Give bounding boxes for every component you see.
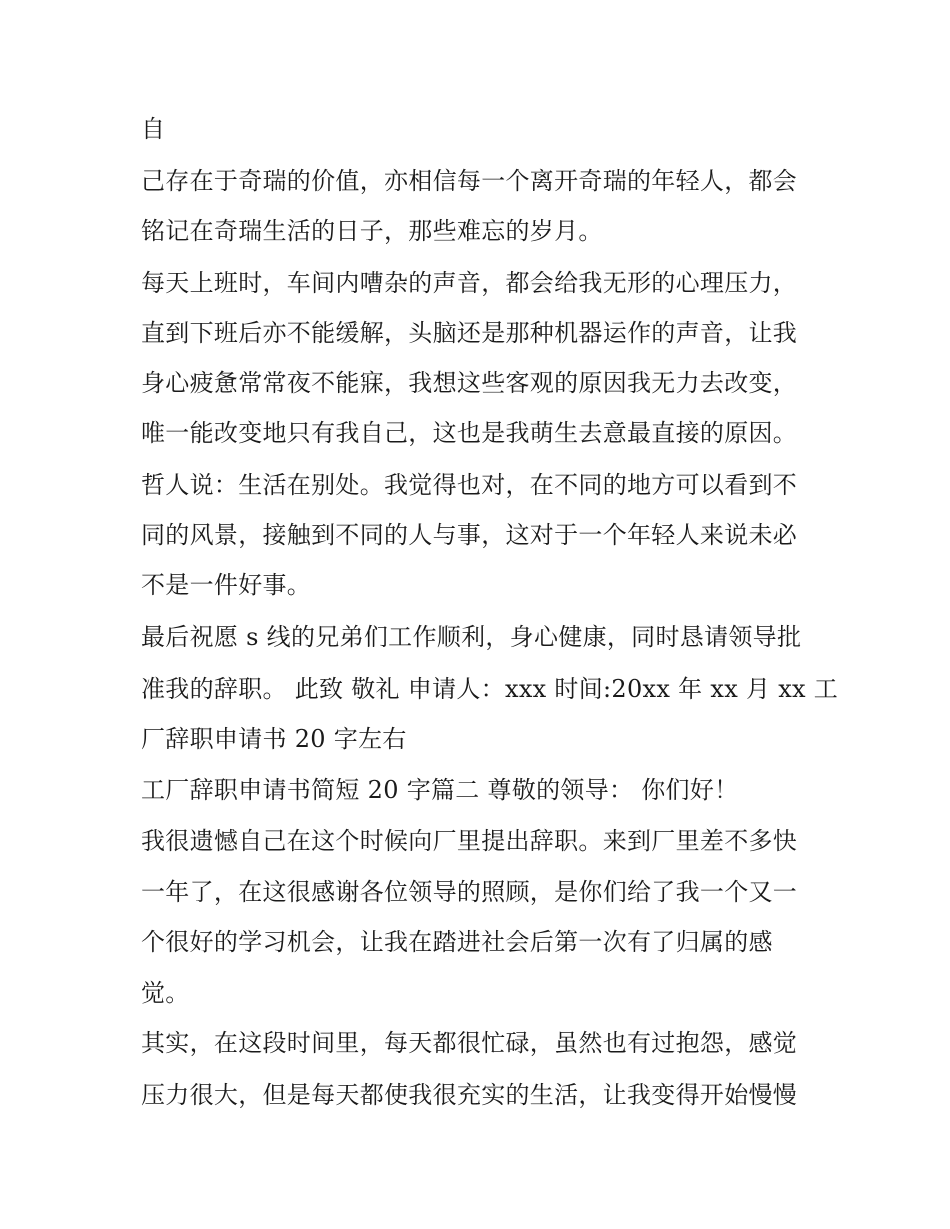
text-line: 准我的辞职。 此致 敬礼 申请人：xxx 时间:20xx 年 xx 月 xx 工 (141, 675, 839, 703)
text-line: 唯一能改变地只有我自己，这也是我萌生去意最直接的原因。 (141, 419, 798, 447)
text-line: 己存在于奇瑞的价值，亦相信每一个离开奇瑞的年轻人，都会 (141, 167, 798, 195)
text-line: 个很好的学习机会，让我在踏进社会后第一次有了归属的感 (141, 928, 773, 956)
text-line: 一年了，在这很感谢各位领导的照顾，是你们给了我一个又一 (141, 878, 798, 906)
text-line: 工厂辞职申请书简短 20 字篇二 尊敬的领导： 你们好！ (141, 776, 739, 804)
text-line: 自 (141, 115, 166, 143)
text-line: 觉。 (141, 979, 190, 1007)
text-line: 直到下班后亦不能缓解，头脑还是那种机器运作的声音，让我 (141, 319, 798, 347)
text-line: 压力很大，但是每天都使我很充实的生活，让我变得开始慢慢 (141, 1081, 798, 1109)
text-line: 身心疲惫常常夜不能寐，我想这些客观的原因我无力去改变， (141, 369, 798, 397)
text-line: 同的风景，接触到不同的人与事，这对于一个年轻人来说未必 (141, 521, 798, 549)
text-line: 铭记在奇瑞生活的日子，那些难忘的岁月。 (141, 217, 603, 245)
text-line: 最后祝愿 s 线的兄弟们工作顺利，身心健康，同时恳请领导批 (141, 623, 802, 651)
text-line: 其实，在这段时间里，每天都很忙碌，虽然也有过抱怨，感觉 (141, 1029, 798, 1057)
text-line: 每天上班时，车间内嘈杂的声音，都会给我无形的心理压力， (141, 269, 798, 297)
text-line: 我很遗憾自己在这个时候向厂里提出辞职。来到厂里差不多快 (141, 827, 798, 855)
text-line: 厂辞职申请书 20 字左右 (141, 725, 407, 753)
text-line: 不是一件好事。 (141, 571, 312, 599)
text-line: 哲人说：生活在别处。我觉得也对，在不同的地方可以看到不 (141, 471, 798, 499)
